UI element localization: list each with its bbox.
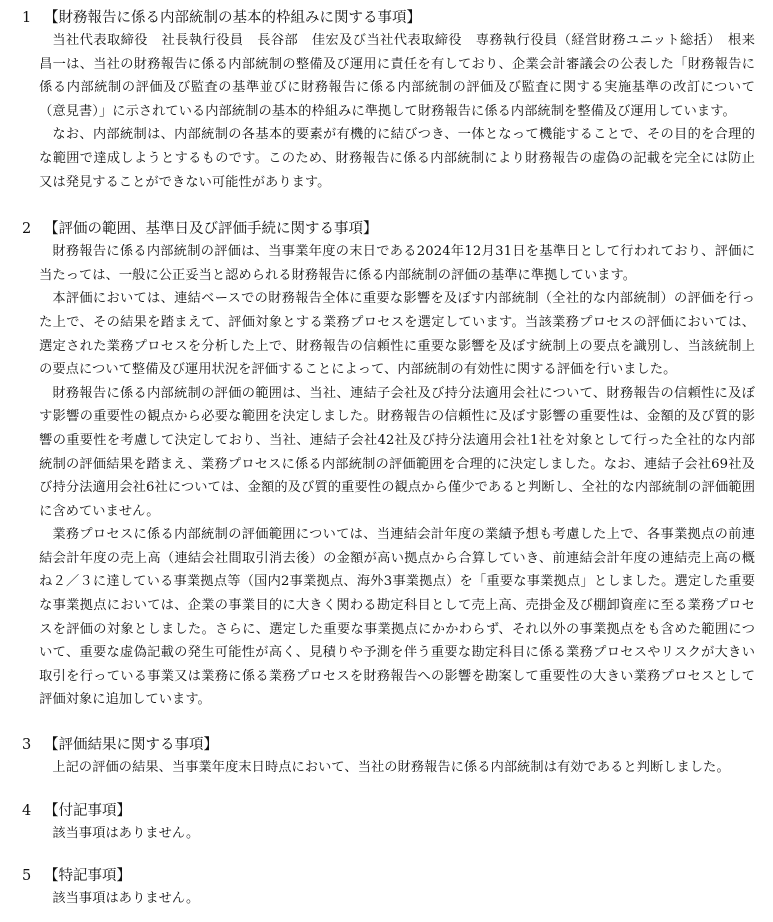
section-title: 【評価の範囲、基準日及び評価手続に関する事項】 <box>44 221 378 238</box>
section-title: 【付記事項】 <box>44 802 131 819</box>
section-title: 【財務報告に係る内部統制の基本的枠組みに関する事項】 <box>44 10 421 26</box>
section-heading <box>22 218 755 240</box>
paragraph: 財務報告に係る内部統制の評価は、当事業年度の末日である2024年12月31日を基準日として行われており、評価に当たっては、一般に公正妥当と認められる財務報告に係る内部統制の評価の基準に準拠しています。 <box>39 244 755 283</box>
paragraph: 当社代表取締役 社長執行役員 長谷部 佳宏及び当社代表取締役 専務執行役員（経営財務ユニット総括） 根来 昌一は、当社の財務報告に係る内部統制の整備及び運用に責任を有しており、企業会計審議会の公表した「財務報告に係る内部統制の評価及び監査の基準並びに財務報告に係る内部統制の評価及び監査に関する実施基準の改訂について（意見書）」に示されている内部統制の基本的枠組みに準拠して財務報告に係る内部統制を整備及び運用しています。 <box>39 33 769 119</box>
spacer <box>22 194 755 218</box>
section-5 <box>22 865 755 911</box>
section-number: 2 <box>22 221 32 238</box>
section-title: 【特記事項】 <box>44 868 131 885</box>
section-number: 3 <box>22 737 32 754</box>
section-number: 4 <box>22 802 32 819</box>
spacer <box>22 780 755 800</box>
paragraph: 本評価においては、連結ベースでの財務報告全体に重要な影響を及ぼす内部統制（全社的な内部統制）の評価を行った上で、その結果を踏まえて、評価対象とする業務プロセスを選定しています。当該業務プロセスの評価においては、選定された業務プロセスを分析した上で、財務報告の信頼性に重要な影響を及ぼす統制上の要点を識別し、当該統制上の要点について整備及び運用状況を評価することによって、内部統制の有効性に関する評価を行いました。 <box>39 291 755 378</box>
section-number: 1 <box>22 10 32 26</box>
paragraph: 上記の評価の結果、当事業年度末日時点において、当社の財務報告に係る内部統制は有効であると判断しました。 <box>52 760 730 776</box>
section-title: 【評価結果に関する事項】 <box>44 737 218 754</box>
section-number: 5 <box>22 868 32 885</box>
section-heading <box>22 7 755 29</box>
section-2 <box>22 218 755 712</box>
section-1 <box>22 7 769 194</box>
spacer <box>22 712 755 734</box>
paragraph: 該当事項はありません。 <box>52 825 200 841</box>
paragraph: 財務報告に係る内部統制の評価の範囲は、当社、連結子会社及び持分法適用会社について、財務報告の信頼性に及ぼす影響の重要性の観点から必要な範囲を決定しました。財務報告の信頼性に及ぼす影響の重要性は、金額的及び質的影響の重要性を考慮して決定しており、当社、連結子会社42社及び持分法適用会社1社を対象として行った全社的な内部統制の評価結果を踏まえ、業務プロセスに係る内部統制の評価範囲を合理的に決定しました。なお、連結子会社69社及び持分法適用会社6社については、金額的及び質的重要性の観点から僅少であると判断し、全社的な内部統制の評価範囲に含めていません。 <box>39 385 755 519</box>
section-heading <box>22 734 755 756</box>
spacer <box>22 845 755 865</box>
paragraph: 業務プロセスに係る内部統制の評価範囲については、当連結会計年度の業績予想も考慮した上で、各事業拠点の前連結会計年度の売上高（連結会社間取引消去後）の金額が高い拠点から合算していき、前連結会計年度の連結売上高の概ね２／３に達している事業拠点等（国内2事業拠点、海外3事業拠点）を「重要な事業拠点」としました。選定した重要な事業拠点においては、企業の事業目的に大きく関わる勘定科目として売上高、売掛金及び棚卸資産に至る業務プロセスを評価の対象としました。さらに、選定した重要な事業拠点にかかわらず、それ以外の事業拠点をも含めた範囲について、重要な虚偽記載の発生可能性が高く、見積りや予測を伴う重要な勘定科目に係る業務プロセスやリスクが大きい取引を行っている事業又は業務に係る業務プロセスを財務報告への影響を勘案して重要性の大きい業務プロセスとして評価対象に追加しています。 <box>39 527 755 708</box>
section-heading <box>22 865 755 887</box>
section-heading <box>22 800 755 822</box>
section-3 <box>22 734 755 780</box>
paragraph: なお、内部統制は、内部統制の各基本的要素が有機的に結びつき、一体となって機能することで、その目的を合理的な範囲で達成しようとするものです。このため、財務報告に係る内部統制により財務報告の虚偽の記載を完全には防止又は発見することができない可能性があります。 <box>39 127 755 190</box>
paragraph: 該当事項はありません。 <box>52 891 200 907</box>
section-4 <box>22 800 755 846</box>
